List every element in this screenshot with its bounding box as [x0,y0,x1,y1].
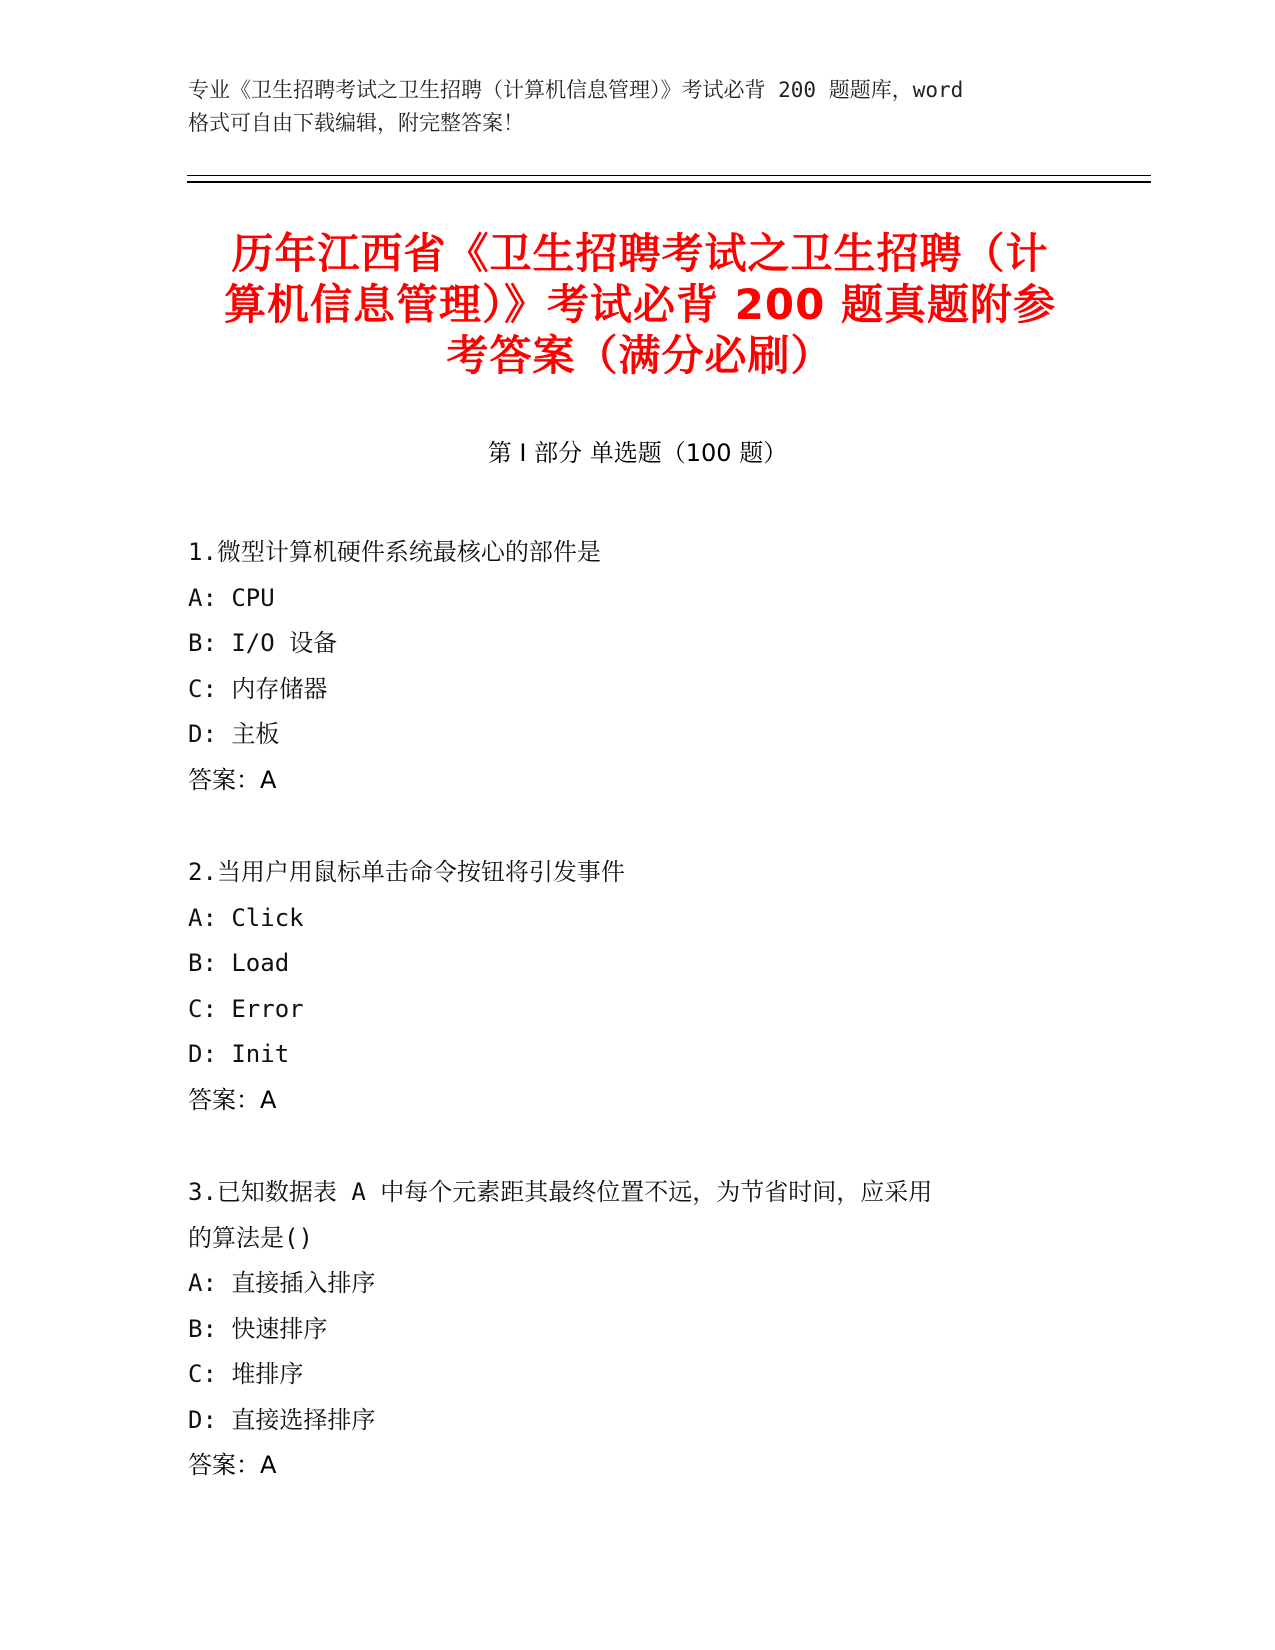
question-stem: 3.已知数据表 A 中每个元素距其最终位置不远，为节省时间，应采用 [188,1178,933,1206]
option-c: C: 堆排序 [188,1360,304,1388]
title-line: 考答案（满分必刷） [446,331,834,380]
header-divider-thin [187,175,1151,176]
option-c: C: Error [188,994,304,1023]
answer: 答案：A [188,1451,277,1479]
question-stem: 1.微型计算机硬件系统最核心的部件是 [188,538,601,566]
option-c: C: 内存储器 [188,674,328,703]
header-line: 专业《卫生招聘考试之卫生招聘（计算机信息管理）》考试必背 200 题题库，word [188,78,964,102]
option-d: D: 直接选择排序 [188,1405,376,1434]
header-divider-thick [187,181,1151,183]
option-d: D: Init [188,1040,290,1068]
answer: 答案：A [188,1085,277,1114]
header-line: 格式可自由下载编辑，附完整答案！ [188,111,524,135]
question-1 [188,530,1068,803]
title-line: 历年江西省《卫生招聘考试之卫生招聘（计 [231,229,1049,278]
title-line: 算机信息管理）》考试必背 200 题真题附参 [224,280,1056,329]
option-a: A: Click [188,903,304,932]
section-heading: 第 I 部分 单选题（100 题） [487,439,788,467]
option-a: A: CPU [188,583,275,612]
document-header [188,74,1088,140]
question-2 [188,850,1068,1123]
question-stem-continued: 的算法是() [188,1223,313,1252]
question-list [188,530,1068,1536]
option-b: B: I/O 设备 [188,629,338,657]
question-3 [188,1170,1068,1489]
option-b: B: Load [188,949,290,977]
question-stem: 2.当用户用鼠标单击命令按钮将引发事件 [188,858,625,886]
option-a: A: 直接插入排序 [188,1269,376,1297]
option-d: D: 主板 [188,720,280,748]
option-b: B: 快速排序 [188,1314,328,1343]
answer: 答案：A [188,765,277,794]
document-title [160,228,1120,381]
